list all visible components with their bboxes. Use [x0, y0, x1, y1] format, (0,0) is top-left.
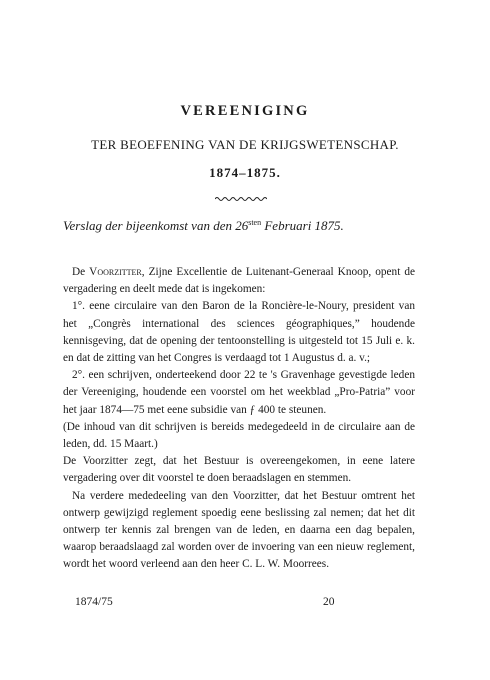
paragraph-opening-start: De — [72, 266, 90, 278]
paragraph-opening-rest: , Zijne Excellentie de Luitenant-Generaal Knoop, opent de vergadering en deelt mede dat is ingekomen: — [63, 266, 416, 296]
body-text — [63, 264, 415, 574]
paragraph-note: (De inhoud van dit schrijven is bereids medegedeeld in de circulaire aan de leden, dd. 15 Maart.) — [63, 420, 415, 451]
voorzitter-smallcaps: Voorzitter — [89, 266, 142, 278]
page-number: 20 — [323, 596, 335, 608]
paragraph-opening — [63, 264, 415, 298]
report-heading — [63, 218, 393, 234]
page-subtitle: TER BEOEFENING VAN DE KRIJGSWETENSCHAP. — [91, 137, 399, 152]
paragraph-voorzitter-statement: De Voorzitter zegt, dat het Bestuur is overeengekomen, in eene latere vergadering over dit voorstel te doen beraadslagen en stemmen. — [63, 455, 415, 485]
paragraph-item-1: 1°. eene circulaire van den Baron de la Roncière-le-Noury, president van het „Congrès international des sciences géographiques,” houdende kennisgeving, dat de opening der tentoonstelling is uitgesteld tot 15 Juli e. k. en dat de zitting van het Congres is verdaagd tot 1 Augustus d. a. v.; — [63, 300, 415, 365]
paragraph-further-communication: Na verdere mededeeling van den Voorzitter, dat het Bestuur omtrent het ontwerp gewijzigd reglement spoedig eene beslissing zal nemen; dat het dit ontwerp ter kennis zal brengen van de leden, en daarna een dag bepalen, waarop beraadslaagd zal worden over de invoering van een nieuw reglement, wordt het woord verleend aan den heer C. L. W. Moorrees. — [63, 489, 415, 571]
report-heading-suffix: Februari 1875. — [261, 218, 344, 233]
paragraph-item-2: 2°. een schrijven, onderteekend door 22 te 's Gravenhage gevestigde leden der Vereeniging, houdende een voorstel om het weekblad „Pro-Patria” voor het jaar 1874—75 met eene subsidie van ƒ 400 te steunen. — [63, 369, 415, 416]
report-heading-superscript: sten — [248, 218, 262, 227]
page-title: VEREENIGING — [180, 103, 310, 119]
year-range: 1874–1875. — [209, 165, 281, 180]
signature-mark: 1874/75 — [75, 596, 113, 608]
wavy-rule-ornament — [215, 196, 267, 202]
report-heading-prefix: Verslag der bijeenkomst van den 26 — [63, 218, 249, 233]
